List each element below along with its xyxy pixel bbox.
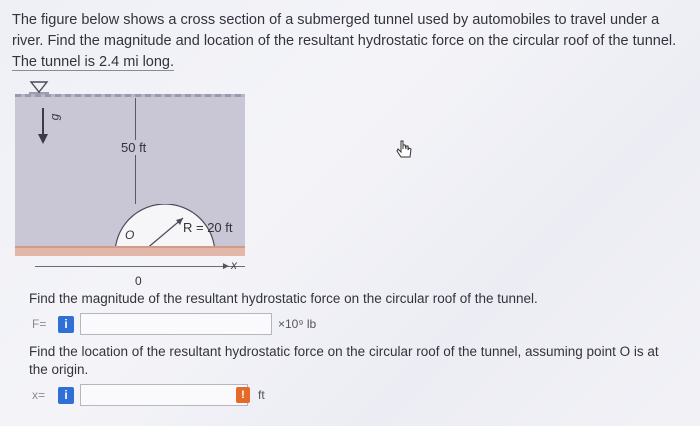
zero-label: 0 [135, 274, 142, 288]
origin-label: O [125, 228, 135, 242]
depth-label: 50 ft [121, 140, 147, 155]
x-axis [35, 266, 245, 267]
riverbed [15, 246, 245, 256]
info-icon[interactable]: i [58, 387, 74, 404]
x-axis-label: x [231, 258, 237, 272]
question-1-answer-row [32, 313, 392, 337]
force-variable-label: F= [32, 317, 47, 331]
location-answer-input[interactable] [80, 384, 248, 406]
force-unit-label: ×10⁹ lb [278, 317, 317, 331]
problem-text: The figure below shows a cross section of a submerged tunnel used by automobiles to travel under a river. Find the magnitude and location of the resultant hydrostatic force on the circular roof of the tunnel. [12, 12, 677, 49]
question-2-prompt: Find the location of the resultant hydrostatic force on the circular roof of the tunnel, assuming point O is at the origin. [29, 344, 659, 377]
water-level-icon [29, 80, 49, 94]
radius-label: R = 20 ft [183, 220, 233, 235]
water-surface [15, 94, 245, 97]
problem-text-underlined: The tunnel is 2.4 mi long. [12, 54, 175, 70]
question-1-prompt: Find the magnitude of the resultant hydrostatic force on the circular roof of the tunnel. [29, 291, 538, 306]
force-answer-input[interactable] [80, 313, 272, 335]
location-variable-label: x= [32, 388, 46, 402]
tunnel-figure [15, 80, 245, 288]
question-2-answer-row [32, 384, 392, 408]
warning-icon[interactable]: ! [236, 387, 250, 403]
cursor-icon [396, 140, 414, 160]
problem-statement [12, 10, 684, 73]
x-axis-arrow-icon: ► [221, 261, 231, 272]
location-unit-label: ft [258, 388, 265, 402]
info-icon[interactable]: i [58, 316, 74, 333]
gravity-label: g [47, 113, 62, 121]
